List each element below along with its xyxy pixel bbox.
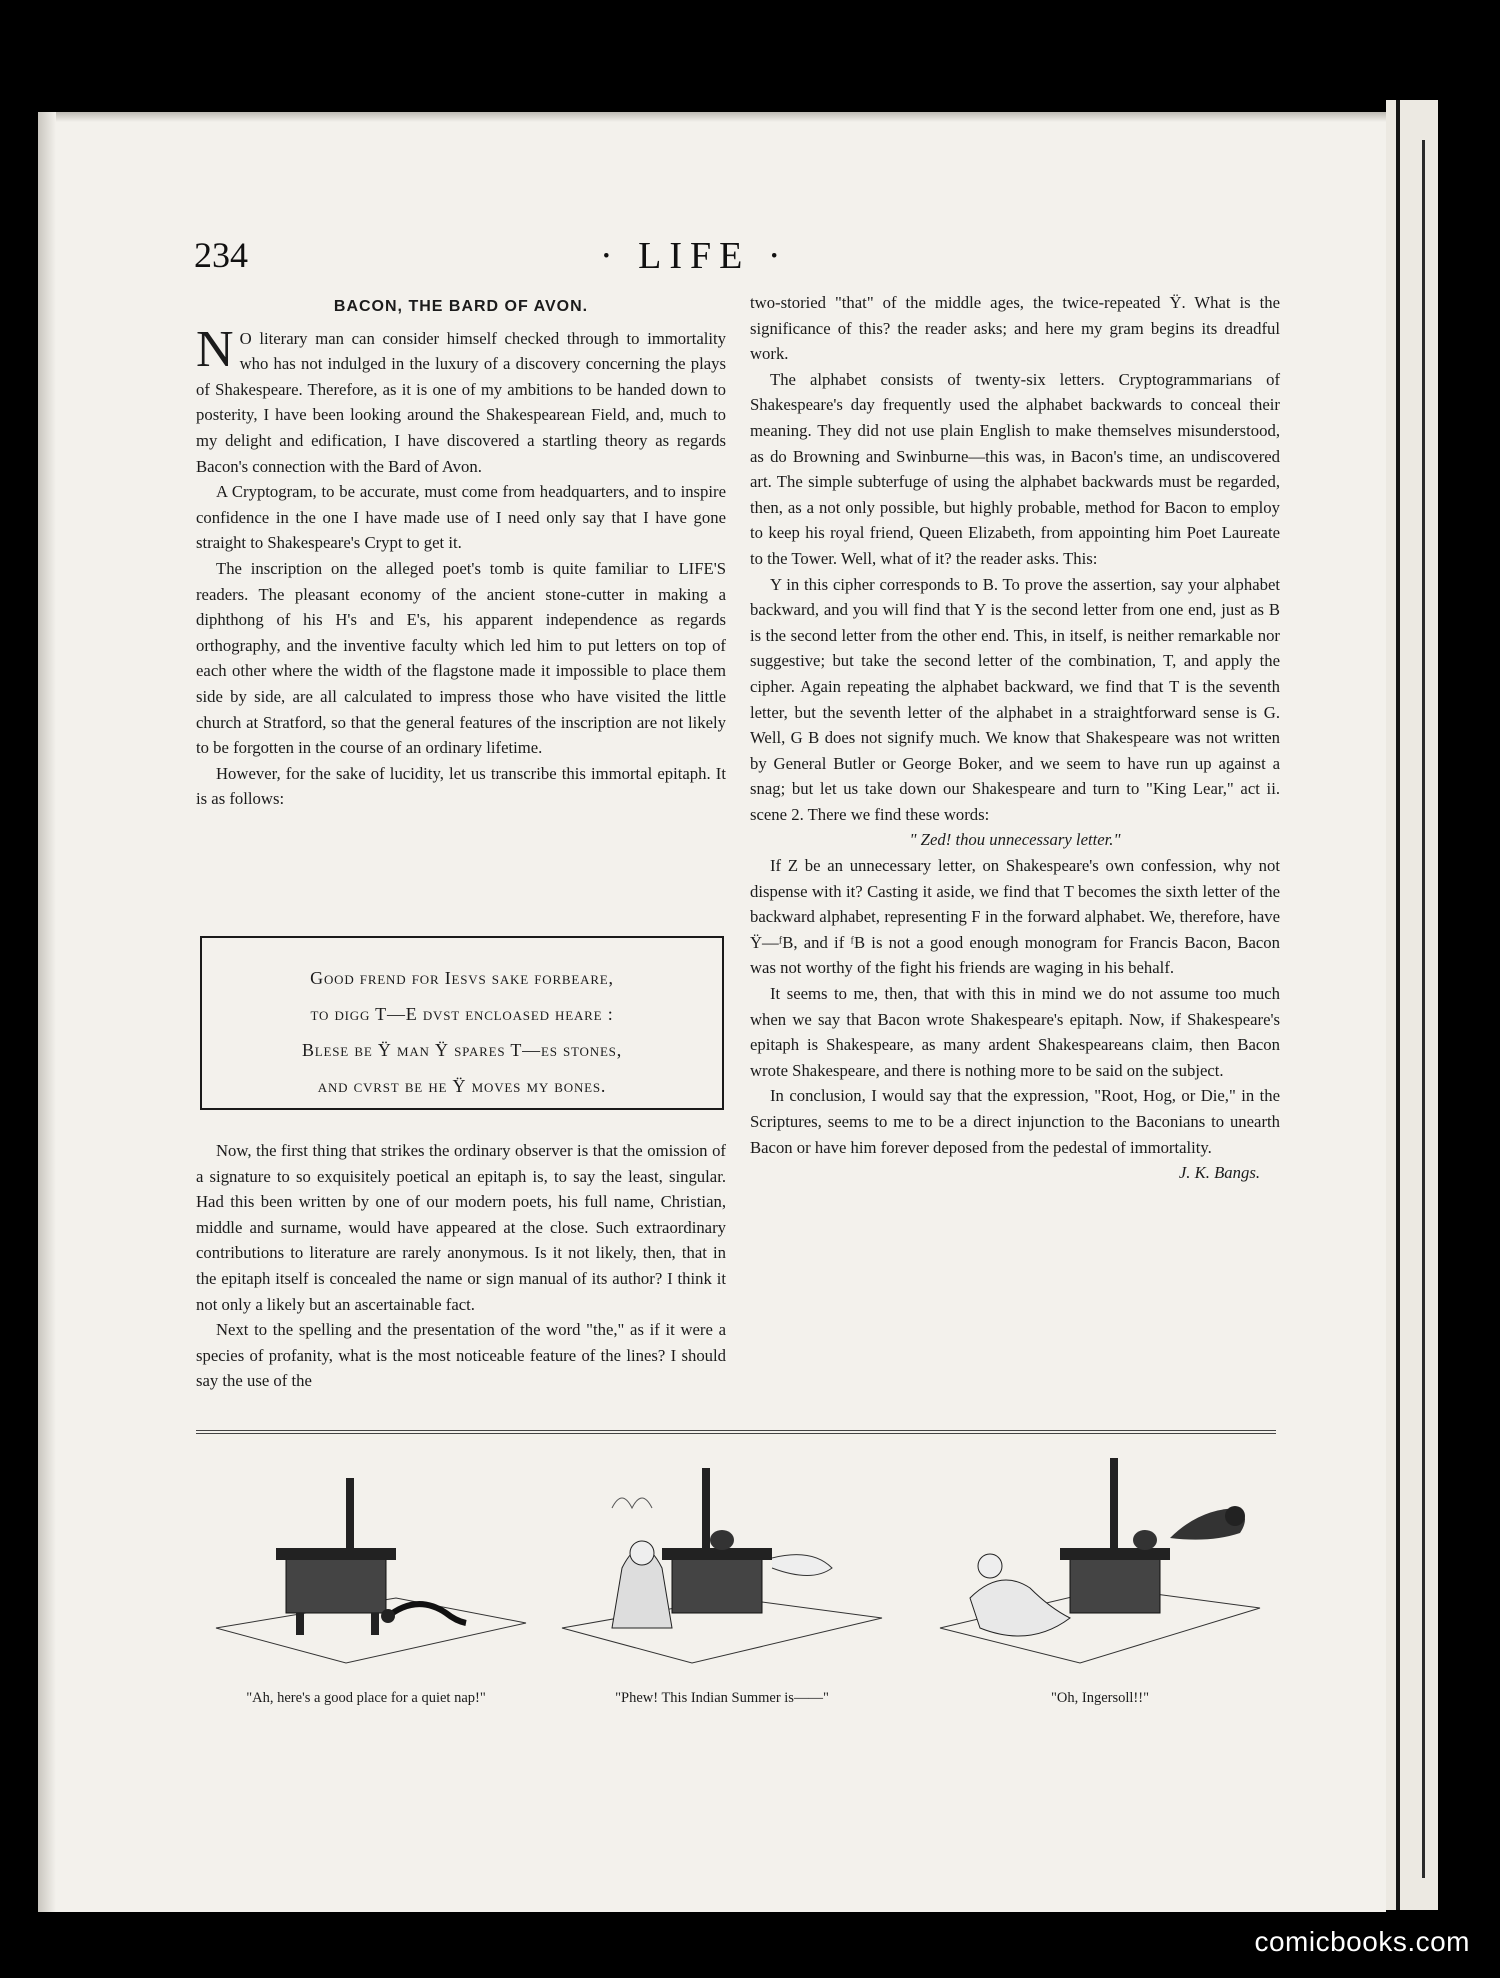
cartoon-caption: "Oh, Ingersoll!!" [1050,1690,1149,1706]
article-left-column-continued [196,1138,726,1394]
cartoon-panel-woman-hot [552,1448,892,1678]
page-number: 234 [194,235,248,275]
article-paragraph: It seems to me, then, that with this in mind we do not assume too much when we say that Bacon wrote Shakespeare's epitaph. Now, if Shakespeare's epitaph is Shakespeare, as many ardent Shakespeareans claim, then Bacon wrote Shakespeare, and there is nothing more to be said on the subject. [750,984,1280,1080]
binding-fold-inner [1422,140,1425,1878]
article-paragraph: Y in this cipher corresponds to B. To prove the assertion, say your alphabet backward, and you will find that Y is the second letter from one end, just as B is the second letter from the other end. This, in itself, is neither remarkable nor suggestive; but take the second letter of the combination, T, and apply the cipher. Again repeating the alphabet backward, we find that T is the seventh letter, but the seventh letter of the alphabet in a straightforward sense is G. Well, G B does not signify much. We know that Shakespeare was not written by General Butler or George Boker, and we seem to have run up against a snag; but let us take down our Shakespeare and turn to "King Lear," act ii. scene 2. There we find these words: [750,574,1280,824]
binding-fold [1396,100,1400,1910]
article-paragraph: N O literary man can consider himself checked through to immortality who has not indulged in the luxury of a discovery concerning the plays of Shakespeare. Therefore, as it is one of my ambitions to be handed down to posterity, I have been looking around the Shakespearean Field, and, much to my delight and edification, I have discovered a startling theory as regards Bacon's connection with the Bard of Avon. [196,320,726,476]
section-divider [196,1430,1276,1431]
page-top-shadow [38,112,1386,122]
article-left-column [196,290,726,812]
facing-page-edge [1386,100,1438,1910]
article-paragraph: A Cryptogram, to be accurate, must come from headquarters, and to inspire confidence in the one I have made use of I need only say that I have gone straight to Shakespeare's Crypt to get it. [196,482,726,553]
article-paragraph: The inscription on the alleged poet's tomb is quite familiar to LIFE'S readers. The pleasant economy of the ancient stone-cutter in making a diphthong of his H's and E's, his apparent independence as regards orthography, and the inventive faculty which led him to put letters on top of each other where the width of the flagstone made it impossible to place them side by side, are all calculated to impress those who have visited the little church at Stratford, so that the general features of the inscription are not likely to be forgotten in the course of an ordinary lifetime. [196,558,726,758]
epitaph-line: to digg T—E dvst encloased heare : [310,1004,614,1024]
article-paragraph: However, for the sake of lucidity, let us transcribe this immortal epitaph. It is as follows: [196,763,726,809]
lear-quote: " Zed! thou unnecessary letter." [909,830,1121,850]
article-right-column [750,290,1280,1186]
author-signature: J. K. Bangs. [1178,1163,1260,1183]
page-left-edge [38,112,56,1912]
epitaph-line: Blese be Ÿ man Ÿ spares T—es stones, [301,1040,623,1060]
epitaph-line: Good frend for Iesvs sake forbeare, [310,968,614,988]
article-paragraph: In conclusion, I would say that the expression, "Root, Hog, or Die," in the Scriptures, seems to me to be a direct injunction to the Baconians to unearth Bacon or have him forever deposed from the pedestal of immortality. [750,1086,1280,1157]
article-title: BACON, THE BARD OF AVON. [333,298,589,315]
drop-cap: N [196,320,234,378]
stove-cat-leap-illustration [930,1448,1270,1678]
stove-cat-illustration [196,1448,536,1678]
cartoon-panel-cat-leaping [930,1448,1270,1678]
article-paragraph: The alphabet consists of twenty-six letters. Cryptogrammarians of Shakespeare's day frequently used the alphabet backwards to conceal their meaning. They did not use plain English to make themselves misunderstood, as do Browning and Swinburne—this was, in Bacon's time, an undiscovered art. The simple subterfuge of using the alphabet backwards must be regarded, then, as a not only possible, but highly probable, method for Bacon to employ to keep his royal friend, Queen Elizabeth, from appointing him Poet Laureate to the Tower. Well, what of it? the reader asks. This: [750,369,1280,568]
section-divider [196,1433,1276,1434]
cartoon-panel-cat-napping [196,1448,536,1678]
epitaph-box [200,936,724,1110]
cartoon-caption: "Ah, here's a good place for a quiet nap!" [246,1690,486,1706]
epitaph-line: and cvrst be he Ÿ moves my bones. [317,1076,607,1096]
stove-woman-illustration [552,1448,892,1678]
article-paragraph: Now, the first thing that strikes the ordinary observer is that the omission of a signature to so exquisitely poetical an epitaph is, to say the least, singular. Had this been written by one of our modern poets, his full name, Christian, middle and surname, would have appeared at the close. Such extraordinary contributions to literature are rarely anonymous. Is it not likely, then, that in the epitaph itself is concealed the name or sign manual of its author? I think it not only a likely but an ascertainable fact. [196,1141,726,1314]
article-paragraph: two-storied "that" of the middle ages, the twice-repeated Ÿ. What is the significance of this? the reader asks; and here my gram begins its dreadful work. [750,293,1280,364]
masthead: · LIFE · [600,235,789,277]
article-paragraph: If Z be an unnecessary letter, on Shakespeare's own confession, why not dispense with it? Casting it aside, we find that T becomes the sixth letter of the backward alphabet, representing F in the forward alphabet. We, therefore, have Ÿ—ᶠB, and if ᶠB is not a good enough monogram for Francis Bacon, Bacon was not worthy of the fight his friends are waging in his behalf. [750,856,1280,978]
cartoon-caption: "Phew! This Indian Summer is——" [615,1690,829,1706]
article-paragraph: Next to the spelling and the presentation of the word "the," as if it were a species of profanity, what is the most noticeable feature of the lines? I should say the use of the [196,1320,726,1391]
watermark: comicbooks.com [1254,1926,1470,1957]
